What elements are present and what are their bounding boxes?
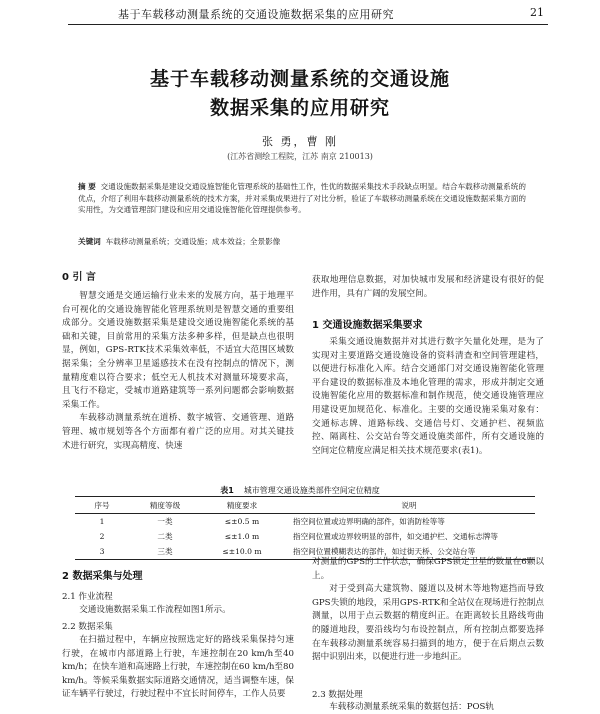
table-title: 城市管理交通设施类部件空间定位精度 [243, 486, 380, 495]
keywords-text: 车载移动测量系统；交通设施；成本效益；全景影像 [105, 237, 281, 246]
section-0-paragraph-2: 车载移动测量系统在道桥、数字城管、交通管理、道路管理、城市规划等各个方面都有着广泛的应用。对其关键技术进行研究，实现高精度、快速 [62, 413, 294, 451]
section-1-body [312, 336, 544, 458]
column-header: 精度要求 [201, 497, 283, 514]
table-cell: 3 [75, 544, 129, 560]
right-column-intro [312, 274, 544, 301]
section-0-heading: 0 引 言 [62, 272, 96, 283]
paper-title-line1: 基于车载移动测量系统的交通设施 [149, 68, 450, 90]
subsection-2-3-paragraph: 车载移动测量系统采集的数据包括：POS轨 [329, 702, 494, 712]
table-cell: ≤±1.0 m [224, 532, 260, 541]
right-column-lower [312, 556, 544, 665]
section-2-heading: 2 数据采集与处理 [62, 571, 143, 582]
abstract [78, 181, 532, 216]
table-cell: ≤±0.5 m [224, 517, 260, 526]
section-1-paragraph-1: 采集交通设施数据并对其进行数字矢量化处理，是为了实现对主要道路交通设施设备的资料清查和空间管理建档，以便进行标准化入库。结合交通部门对交通设施智能化管理平台建设的数据标准及本地化管理的需求，形成并制定交通设施智能化应用的数据标准和制作规范，使交通设施管理应用建设更加规范化、标准化。主要的交通设施采集对象有：交通标志牌、道路标线、交通信号灯、交通护栏、视频监控、隔离柱、公交站台等交通设施类部件，所有交通设施的空间定位精度应满足相关技术规范要求(表1)。 [312, 337, 544, 456]
section-1-heading: 1 交通设施数据采集要求 [312, 320, 423, 331]
table-cell: 二类 [157, 532, 173, 541]
section-0-body [62, 290, 294, 453]
table-label: 表1 [220, 486, 234, 495]
running-header: 基于车载移动测量系统的交通设施数据采集的应用研究 [118, 8, 394, 21]
table-caption [0, 485, 600, 496]
abstract-label: 摘 要 [78, 182, 96, 191]
keywords [78, 236, 532, 247]
subsection-2-2-heading: 2.2 数据采集 [62, 622, 113, 632]
control-points-paragraph: 对于受到高大建筑物、隧道以及树木等地物遮挡而导致GPS失锁的地段，采用GPS-RTK和全站仪在现场进行控制点测量，以用于点云数据的精度纠正。在距离较长且路线弯曲的隧道地段，要沿线均匀布设控制点，所有控制点都要选择在车载移动测量系统容易扫描到的地方，便于在后期点云数据中识别出来，以便进行进一步地纠正。 [312, 584, 544, 663]
page-number: 21 [530, 6, 544, 19]
table-row [75, 529, 535, 544]
affiliation: (江苏省测绘工程院，江苏 南京 210013) [227, 152, 373, 161]
subsection-2-1-body [62, 604, 294, 618]
gps-continuation: 对测量的GPS的工作状态，确保GPS锁定卫星的数量在6颗以上。 [312, 557, 544, 581]
subsection-2-1-paragraph: 交通设施数据采集工作流程如图1所示。 [79, 605, 231, 615]
subsection-2-3-heading: 2.3 数据处理 [312, 690, 363, 700]
table-cell: 指空间位置或边界较明显的部件，如交通护栏、交通标志牌等 [293, 532, 499, 541]
subsection-2-2-paragraph: 在扫描过程中，车辆应按照选定好的路线采集保持匀速行驶，在城市内部道路上行驶，车速控制在20 km/h至40 km/h；在快车道和高速路上行驶，车速控制在60 km/h至80 km/h。等候采集数据实际道路交通情况，适当调整车速，保证车辆平行驶过，行驶过程中不宜长时间停车，工作人员要 [62, 635, 294, 700]
abstract-text: 交通设施数据采集是建设交通设施智能化管理系统的基础性工作，性优的数据采集技术手段缺点明显。结合车载移动测量系统的优点，介绍了利用车载移动测量系统的技术方案，并对采集成果进行了对比分析，验证了车载移动测量系统在交通设施数据采集方面的实用性，为交通管理部门建设和应用交通设施智能化管理提供参考。 [78, 182, 527, 215]
authors: 张 勇，曹 刚 [262, 135, 338, 148]
table-row [75, 514, 535, 530]
intro-continuation: 获取地理信息数据，对加快城市发展和经济建设有很好的促进作用，具有广阔的发展空间。 [312, 275, 544, 299]
section-0-paragraph-1: 智慧交通是交通运输行业未来的发展方向，基于地理平台可视化的交通设施智能化管理系统则是智慧交通的重要组成部分。交通设施数据采集是建设交通设施智能化系统的基础和关键，目前常用的采集方法多种多样，但是缺点也很明显，例如，GPS-RTK技术采集效率低，不适宜大范围区域数据采集；全分辨率卫星遥感技术在没有控制点的情况下，测量精度难以符合要求；低空无人机技术对测量环境要求高，且飞行不稳定，受城市道路建筑等一系列问题都会影响数据采集工作。 [62, 291, 294, 410]
column-header: 说明 [283, 497, 535, 514]
table-cell: ≤±10.0 m [201, 544, 283, 560]
table-cell: 指空间位置模糊表达的部件，如过街天桥、公交站台等 [283, 544, 535, 560]
table-cell: 指空间位置或边界明确的部件，如消防栓等等 [293, 517, 445, 526]
subsection-2-1-heading: 2.1 作业流程 [62, 592, 113, 602]
table-cell: 三类 [129, 544, 201, 560]
table-cell: 2 [99, 532, 105, 541]
header-rule [68, 24, 548, 25]
precision-table [75, 496, 535, 560]
table-cell: 1 [99, 517, 105, 526]
column-header: 序号 [75, 497, 129, 514]
keywords-label: 关键词 [78, 237, 101, 246]
subsection-2-3-body [312, 701, 544, 714]
paper-title-line2: 数据采集的应用研究 [209, 97, 390, 119]
column-header: 精度等级 [129, 497, 201, 514]
table-cell: 一类 [157, 517, 173, 526]
subsection-2-2-body [62, 634, 294, 714]
table-header-row [75, 497, 535, 514]
